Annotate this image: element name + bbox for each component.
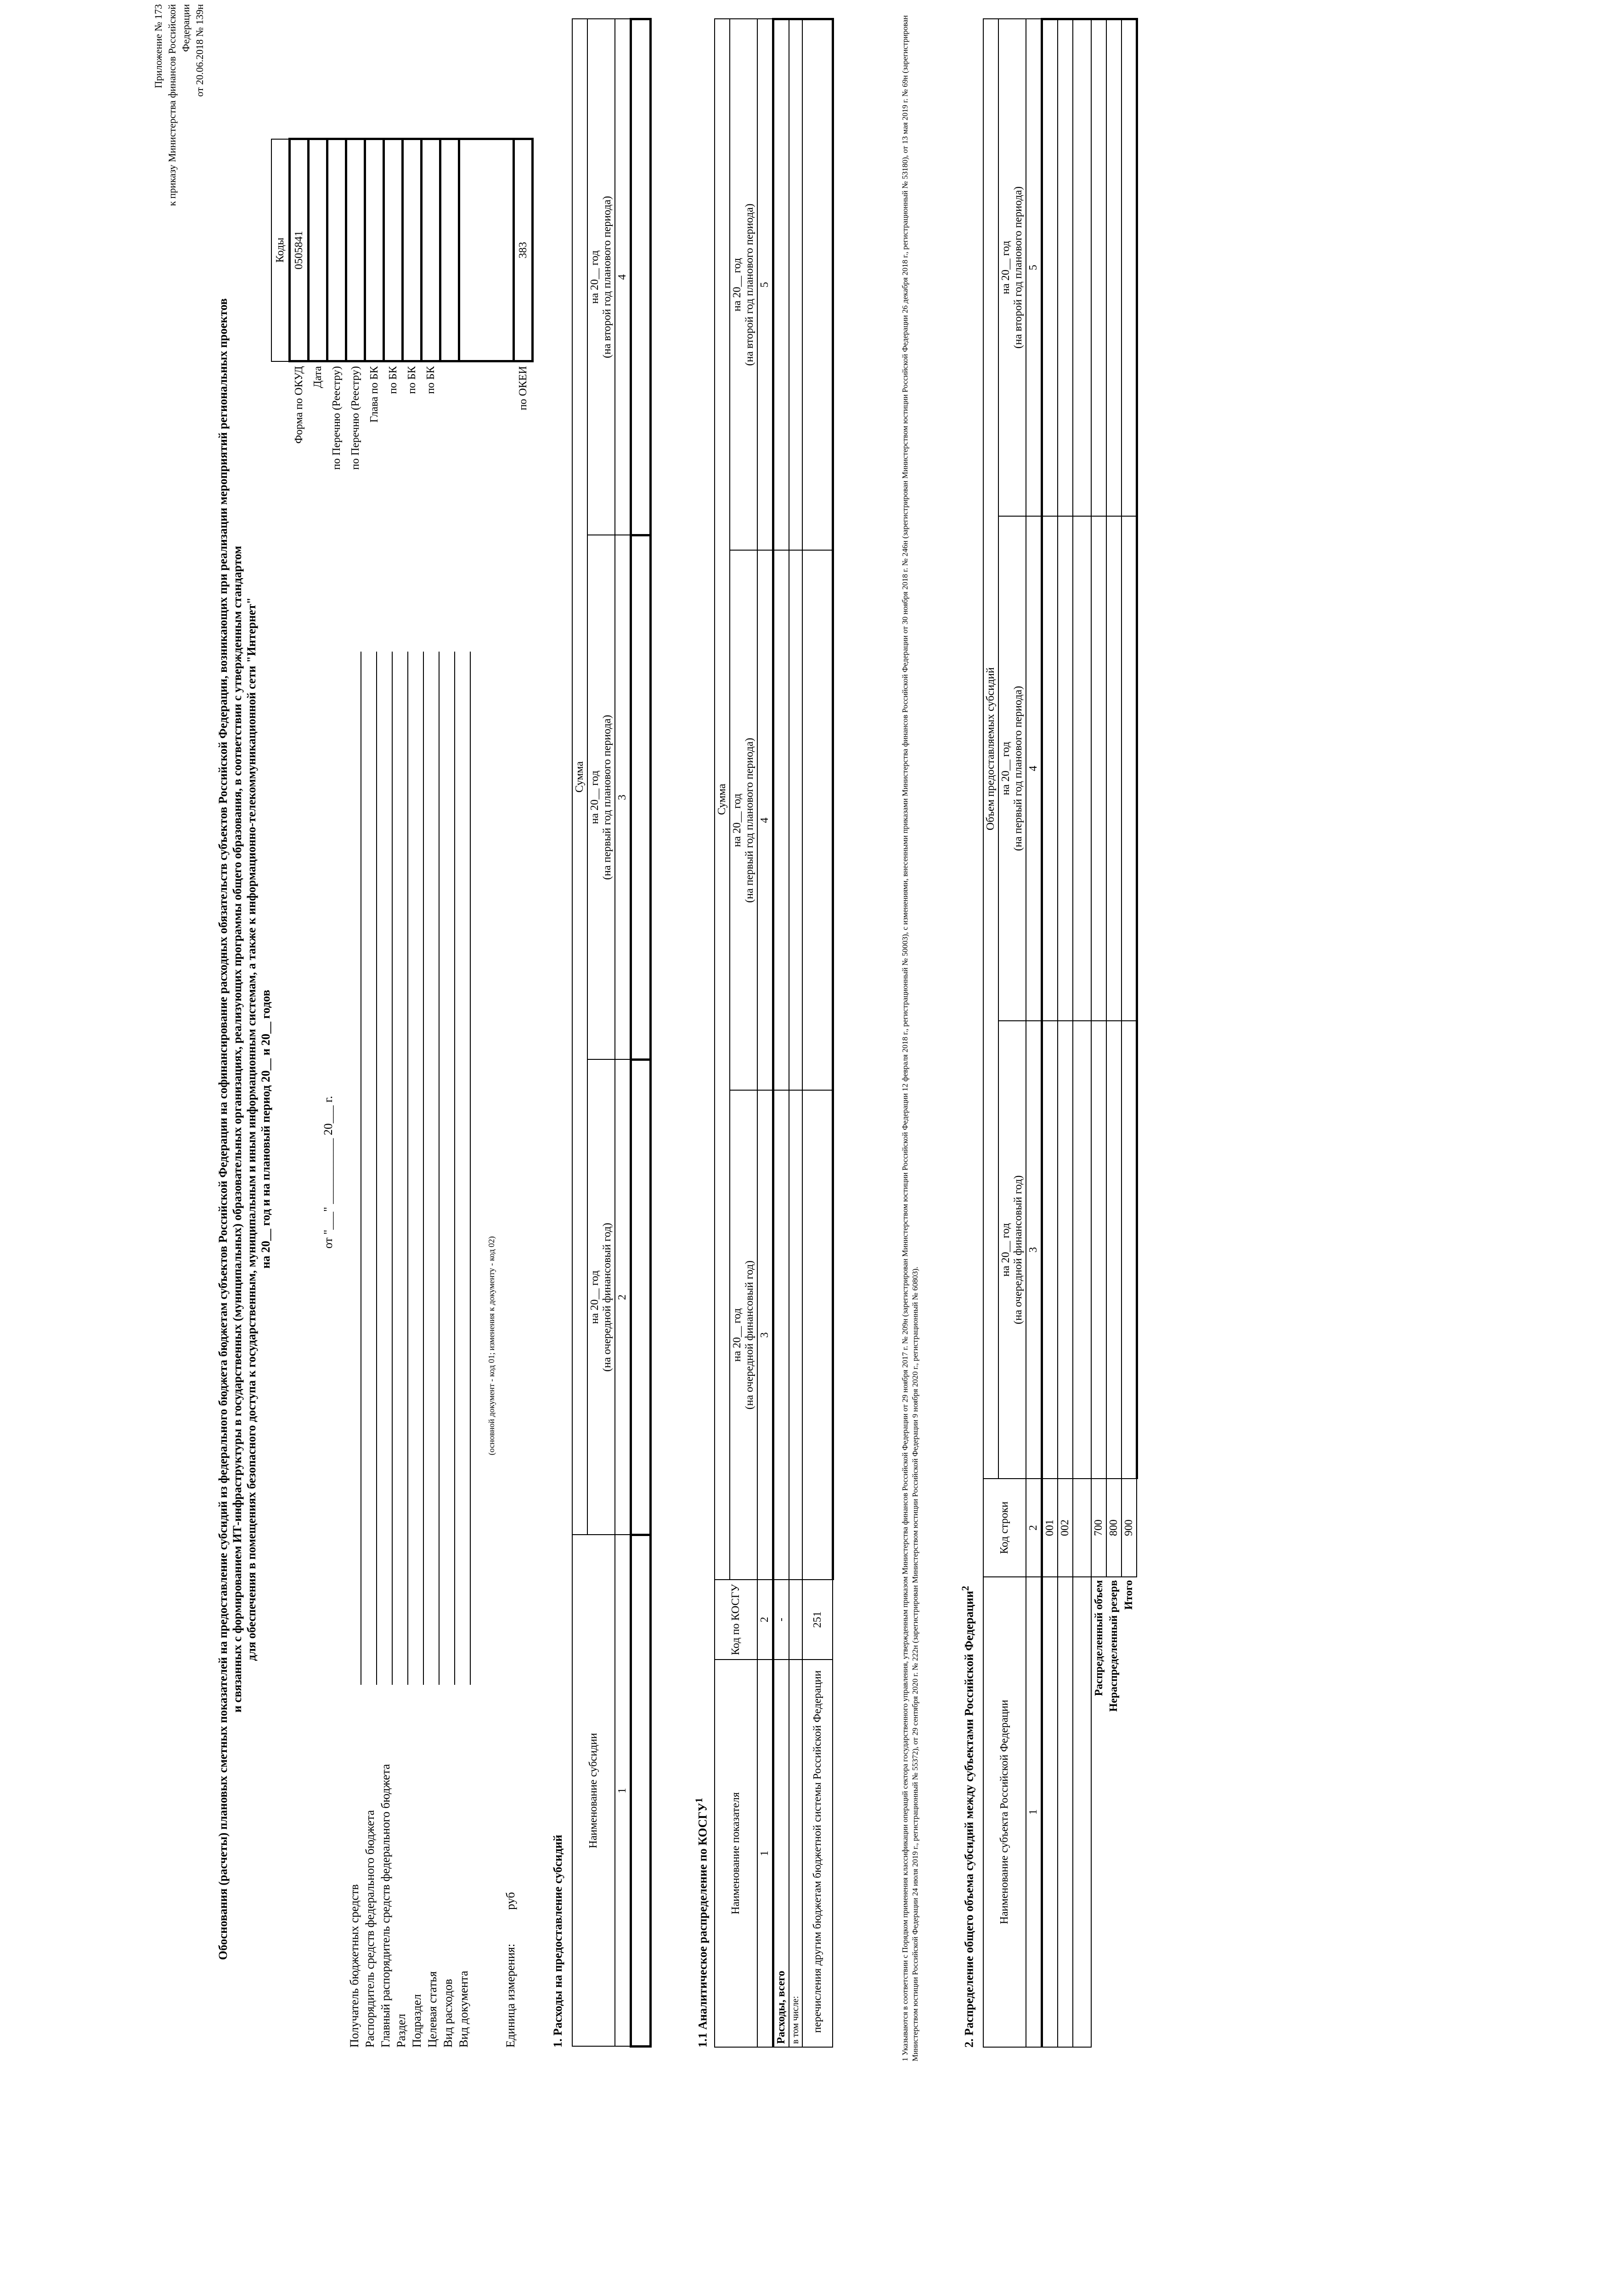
code-label-registry-2: по Перечню (Реестру) [349,366,361,470]
s2-col-code: Код строки [983,1479,1026,1577]
s2-col-name: Наименование субъекта Российской Федерации [983,1577,1026,2047]
s1-col-y3: на 20__ год (на второй год планового периода) [587,19,615,535]
code-label-blank-1 [440,361,459,473]
section2-title: 2. Распределение общего объема субсидий между субъектами Российской Федерации$^2$ [960,1586,976,2048]
field-chief-manager: Главный распорядитель средств федерального бюджета [378,679,394,2048]
s1-col-name: Наименование субсидии [572,1535,615,2047]
s11-num-2: 2 [757,1580,773,1660]
s11-col-y3: на 20__ год (на второй год планового периода) [730,19,757,551]
section1-table [572,18,652,2048]
footnote: 1 Указываются в соответствии с Порядком применения классификации операций сектора государственного управления, утвержденным приказом Министерства финансов Российской Федерации от 29 ноября 2017 г. № 209н (зарегистрирован Министерством юстиции Российской Федерации 12 февраля 2018 г., регистрационный № 50003), с изменениями, внесенными приказами Министерства финансов Российской Федерации от 30 ноября 2018 г. № 246н (зарегистрирован Министерством юстиции Российской Федерации 26 декабря 2018 г., регистрационный № 53180), от 13 мая 2019 г. № 69н (зарегистрирован Министерством юстиции Российской Федерации 24 июля 2019 г., регистрационный № 55372), от 29 сентября 2020 г. № 222н (зарегистрирован Министерством юстиции Российской Федерации 9 ноября 2020 г., регистрационный № 60803). [901,15,919,2061]
code-label-glava: Глава по БК [368,366,380,423]
code-label-bk-1: по БК [387,366,399,394]
code-label-bk-2: по БК [406,366,418,394]
code-value-bk-2 [403,139,422,361]
s11-col-code: Код по КОСГУ [715,1580,757,1660]
field-section: Раздел [394,679,409,2048]
section1-title: 1. Расходы на предоставление субсидий [551,1835,564,2048]
s1-col-y2: на 20__ год (на первый год планового периода) [587,535,615,1059]
table-row: в том числе: [789,19,802,2048]
code-label-okud: Форма по ОКУД [293,366,305,444]
codes-table [271,138,534,473]
code-value-okud: 0505841 [290,139,309,361]
field-recipient: Получатель бюджетных средств [347,679,362,2048]
s2-col-y1: на 20__ год (на очередной финансовый год) [998,1021,1026,1479]
section2-table [983,18,1138,2048]
document-type-note: (основной документ - код 01; изменения к документу - код 02) [487,1236,496,1455]
code-value-registry-1 [327,139,346,361]
title-line-4: на 20__ год и на плановый период 20__ и 20__ годов [259,990,272,1269]
s2-col-y2: на 20__ год (на первый год планового периода) [998,516,1026,1021]
table-row [1073,19,1091,2048]
s2-col-y3: на 20__ год (на второй год планового периода) [998,19,1026,516]
appendix-line-2: к приказу Министерства финансов Российской Федерации [166,4,192,206]
s11-num-5: 5 [757,19,773,551]
s11-num-4: 4 [757,550,773,1090]
code-value-date [309,139,327,361]
s2-num-2: 2 [1026,1479,1042,1577]
code-value-bk-3 [422,139,440,361]
s1-col-sum: Сумма [572,19,587,1535]
table-row: Итого 900 [1122,19,1137,2048]
field-manager: Распорядитель средств федерального бюджета [362,679,378,2048]
title-line-3: для обеспечения в помещениях безопасного доступа к государственным, муниципальным и иным информационным системам, а также к информационно-телекоммуникационной сети "Интернет" [245,597,258,1661]
appendix-note [152,4,207,252]
s2-num-4: 4 [1026,516,1042,1021]
appendix-line-1: Приложение № 173 [152,4,164,89]
s1-col-y1: на 20__ год (на очередной финансовый год) [587,1059,615,1535]
s11-col-sum: Сумма [715,19,730,1580]
document-title [216,211,273,2048]
s11-num-3: 3 [757,1090,773,1580]
s2-num-3: 3 [1026,1021,1042,1479]
table-row: Распределенный объем 700 [1091,19,1106,2048]
code-label-registry-1: по Перечню (Реестру) [330,366,343,470]
table-row [631,19,651,2047]
code-value-blank-2 [459,139,514,361]
unit-value: руб [504,1892,517,1910]
s1-num-1: 1 [615,1535,631,2047]
code-value-glava [365,139,384,361]
field-expense-type: Вид расходов [440,679,456,2048]
code-label-okei: по ОКЕИ [517,366,529,411]
section11-title: 1.1 Аналитическое распределение по КОСГУ$^1$ [693,1798,710,2048]
date-line: от "___" ___________ 20___ г. [321,1096,335,1249]
s1-num-4: 4 [615,19,631,535]
code-value-okei: 383 [514,139,533,361]
table-row: перечисления другим бюджетам бюджетной системы Российской Федерации 251 [802,19,833,2048]
s2-num-5: 5 [1026,19,1042,516]
s2-col-volume: Объем предоставляемых субсидий [983,19,998,1479]
title-line-1: Обоснования (расчеты) плановых сметных показателей на предоставление субсидий из федерального бюджета бюджетам субъектов Российской Федерации на софинансирование расходных обязательств субъектов Российской Федерации, возникающих при реализации мероприятий региональных проектов [216,298,230,1960]
s2-num-1: 1 [1026,1577,1042,2047]
code-label-date: Дата [311,366,324,388]
s1-num-2: 2 [615,1059,631,1535]
code-label-bk-3: по БК [424,366,437,394]
field-target-article: Целевая статья [425,679,440,2048]
code-label-blank-2 [459,361,514,473]
s1-num-3: 3 [615,535,631,1059]
table-row: Нераспределенный резерв 800 [1106,19,1122,2048]
section11-table [714,18,834,2048]
codes-header: Коды [271,139,290,361]
field-subsection: Подраздел [409,679,425,2048]
code-value-bk-1 [384,139,403,361]
table-row: Расходы, всего - [773,19,789,2048]
field-unit: Единица измерения: руб [503,679,519,2048]
appendix-line-3: от 20.06.2018 № 139н [194,4,205,97]
title-line-2: и связанных с формированием ИТ-инфраструктуры в государственных (муниципальных) образовательных организациях, реализующих программы общего образования, в соответствии с утвержденным стандартом [231,546,244,1713]
table-row: 002 [1058,19,1073,2048]
s11-col-y1: на 20__ год (на очередной финансовый год) [730,1090,757,1580]
code-value-blank-1 [440,139,459,361]
table-row: 001 [1042,19,1058,2048]
s11-col-y2: на 20__ год (на первый год планового периода) [730,550,757,1090]
field-document-type: Вид документа [456,679,472,2048]
s11-col-name: Наименование показателя [715,1660,757,2047]
s11-num-1: 1 [757,1660,773,2047]
code-value-registry-2 [346,139,365,361]
